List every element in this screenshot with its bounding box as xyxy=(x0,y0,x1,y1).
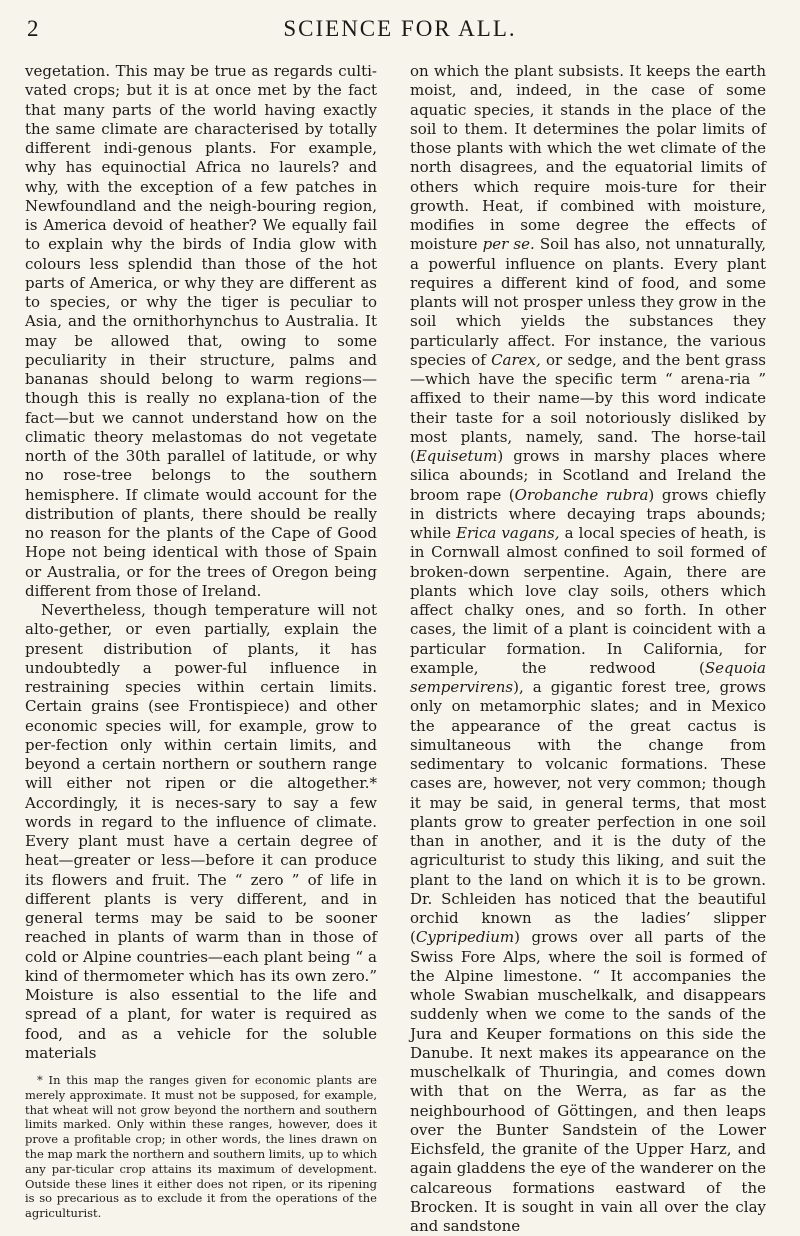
text-run: ) grows chiefly in districts where decaying traps abounds; while xyxy=(410,485,766,542)
paragraph: Nevertheless, though temperature will not alto-gether, or even partially, explain the present distribution of plants, it has undoubtedly a power-ful influence in restraining species within certain limits. Certain grains (see Frontispiece) and other economic species will, for example, grow to per-fection only within certain limits, and beyond a certain northern or southern range will either not ripen or die altogether.* Accordingly, it is neces-sary to say a few words in regard to the influence of climate. Every plant must have a certain degree of heat—greater or less—before it can produce its flowers and fruit. The “ zero ” of life in different plants is very different, and in general terms may be said to be sooner reached in plants of warm than in those of cold or Alpine countries—each plant being “ a kind of thermometer which has its own zero.” Moisture is also essential to the life and spread of a plant, for water is required as food, and as a vehicle for the soluble materials xyxy=(25,601,377,1062)
page-number: 2 xyxy=(27,16,39,41)
italic-term: Erica vagans, xyxy=(456,524,560,542)
italic-term: Carex, xyxy=(491,350,541,369)
text-run: ) grows in marshy places where silica abounds; in Scotland and Ireland the broom rape ( xyxy=(410,447,766,504)
text-run: ) grows over all parts of the Swiss Fore Alps, where the soil is formed of the Alpine limestone. “ It accompanies the whole Swabian muschelkalk, and disappears suddenly when we come to the sands of the Jura and Keuper formations on this side the Danube. It next makes its appearance on the muschelkalk of Thuringia, and comes down with that on the Werra, as far as the neighbourhood of Göttingen, and then leaps over the Bunter Sandstein of the Lower Eichsfeld, the granite of the Upper Harz, and again gladdens the eye of the wanderer on the calcareous formations eastward of the Brocken. It is sought in vain all over the clay and sandstone xyxy=(410,928,766,1235)
page-header xyxy=(0,12,800,52)
italic-term: Cypripedium xyxy=(415,928,515,947)
text-run: on which the plant subsists. It keeps the earth moist, and, indeed, in the case of some aquatic species, it stands in the place of the soil to them. It determines the polar limits of those plants with which the wet climate of the north disagrees, and the equatorial limits of others which require mois-ture for their growth. Heat, if combined with moisture, modifies in some degree the effects of moisture xyxy=(410,62,766,254)
footnote: * In this map the ranges given for economic plants are merely approximate. It must not be supposed, for example, that wheat will not grow beyond the northern and southern limits marked. Only within these ranges, however, does it prove a profitable crop; in other words, the lines drawn on the map mark the northern and southern limits, up to which any par-ticular crop attains its maximum of development. Outside these lines it either does not ripen, or its ripening is so precarious as to exclude it from the operations of the agriculturist. xyxy=(25,1073,377,1221)
text-run: or sedge, and the bent grass—which have the specific term “ arena-ria ” affixed to their name—by this word indicate their taste for a soil notoriously disliked by most plants, namely, sand. The horse-tail ( xyxy=(410,350,766,465)
text-run: a local species of heath, is in Cornwall almost confined to soil formed of broken-down serpentine. Again, there are plants which love clay soils, others which affect chalky ones, and so forth. In other cases, the limit of a plant is coincident with a particular formation. In California, for example, the redwood ( xyxy=(410,524,766,677)
italic-term: Orobanche rubra xyxy=(514,485,649,504)
text-run: ), a gigantic forest tree, grows only on metamorphic slates; and in Mexico the appearance of the great cactus is simultaneous with the change from sedimentary to volcanic formations. These cases are, however, not very common; though it may be said, in general terms, that most plants grow to greater perfection in one soil than in another, and it is the duty of the agriculturist to study this liking, and suit the plant to the land on which it is to be grown. Dr. Schleiden has noticed that the beautiful orchid known as the ladies’ slipper ( xyxy=(410,678,766,947)
paragraph xyxy=(410,62,766,1236)
italic-term: Equisetum xyxy=(415,447,498,465)
paragraph: vegetation. This may be true as regards culti-vated crops; but it is at once met by the fact that many parts of the world having exactly the same climate are characterised by totally different indi-genous plants. For example, why has equinoctial Africa no laurels? and why, with the exception of a few patches in Newfoundland and the neigh-bouring region, is America devoid of heather? We equally fail to explain why the birds of India glow with colours less splendid than those of the hot parts of America, or why they are different as to species, or why the tiger is peculiar to Asia, and the ornithorhynchus to Australia. It may be allowed that, owing to some peculiarity in their structure, palms and bananas should belong to warm regions—though this is really no explana-tion of the fact—but we cannot understand how on the climatic theory melastomas do not vegetate north of the 30th parallel of latitude, or why no rose-tree belongs to the southern hemisphere. If climate would account for the distribution of plants, there should be really no reason for the plants of the Cape of Good Hope not being identical with those of Spain or Australia, or for the trees of Oregon being different from those of Ireland. xyxy=(25,62,377,600)
running-head: SCIENCE FOR ALL. xyxy=(283,16,517,41)
italic-term: per se. xyxy=(482,235,535,254)
right-column xyxy=(410,62,766,1236)
italic-term: Sequoia sempervirens xyxy=(410,658,766,696)
text-run: Soil has also, not unnaturally, a powerful influence on plants. Every plant requires a different kind of food, and some plants will not prosper unless they grow in the soil which yields the substances they particularly affect. For instance, the various species of xyxy=(410,235,766,369)
left-column xyxy=(25,62,377,1232)
